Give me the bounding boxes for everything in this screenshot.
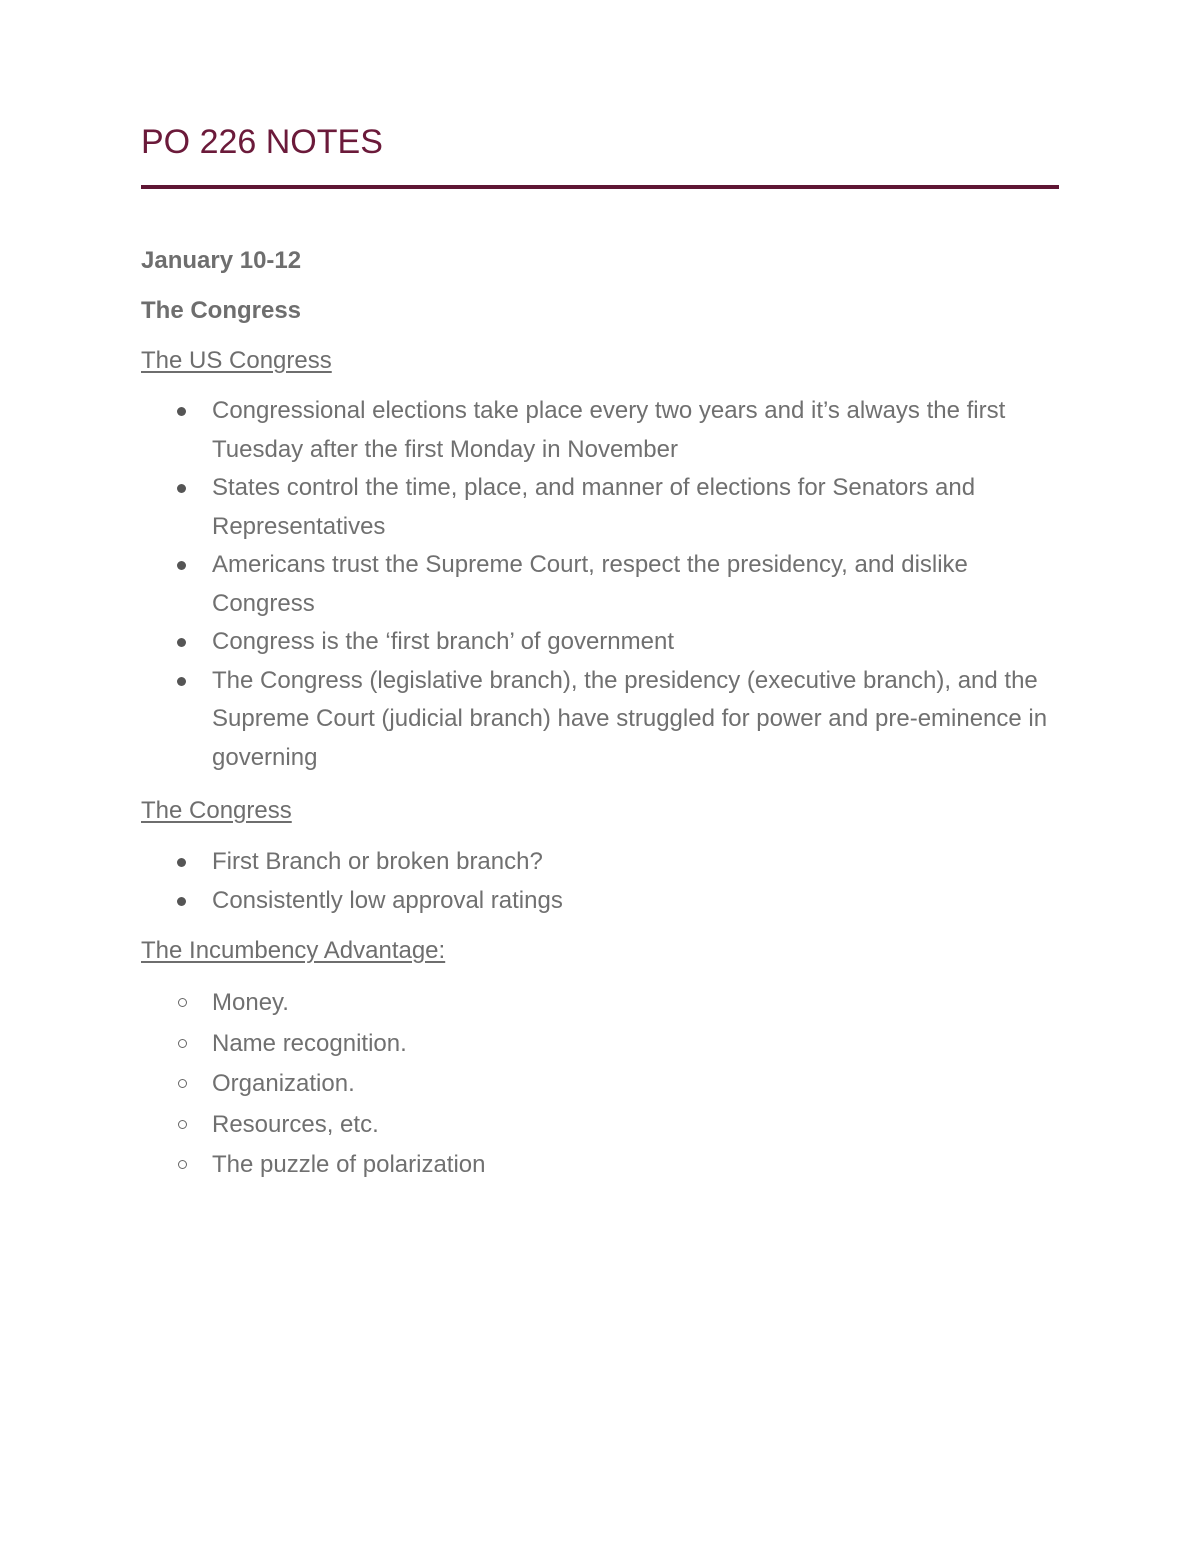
- bullet-circle-icon: [178, 1039, 187, 1048]
- bullet-disc-icon: [177, 858, 186, 867]
- title-divider: [141, 185, 1059, 189]
- list-item: The puzzle of polarization: [141, 1145, 1059, 1186]
- incumbency-advantage-list: [141, 983, 1059, 1186]
- bullet-disc-icon: [177, 484, 186, 493]
- bullet-circle-icon: [178, 1160, 187, 1169]
- list-item: Money.: [141, 983, 1059, 1024]
- topic-heading: The Congress: [141, 297, 302, 324]
- bullet-circle-icon: [178, 1120, 187, 1129]
- us-congress-list: [141, 392, 1059, 777]
- bullet-disc-icon: [177, 561, 186, 570]
- section-heading-the-congress: The Congress: [141, 797, 292, 824]
- document-title: PO 226 NOTES: [141, 123, 383, 161]
- list-item: States control the time, place, and manner of elections for Senators and Representatives: [141, 469, 1059, 546]
- bullet-disc-icon: [177, 677, 186, 686]
- list-item: The Congress (legislative branch), the presidency (executive branch), and the Supreme Court (judicial branch) have struggled for power and pre-eminence in governing: [141, 662, 1059, 778]
- bullet-disc-icon: [177, 897, 186, 906]
- list-item: Congress is the ‘first branch’ of government: [141, 623, 1059, 662]
- list-item: Consistently low approval ratings: [141, 882, 1059, 921]
- list-item: Name recognition.: [141, 1024, 1059, 1065]
- the-congress-list: [141, 843, 1059, 920]
- bullet-disc-icon: [177, 407, 186, 416]
- list-item: First Branch or broken branch?: [141, 843, 1059, 882]
- list-item: Americans trust the Supreme Court, respect the presidency, and dislike Congress: [141, 546, 1059, 623]
- bullet-circle-icon: [178, 998, 187, 1007]
- section-heading-incumbency-advantage: The Incumbency Advantage:: [141, 937, 446, 964]
- bullet-circle-icon: [178, 1079, 187, 1088]
- list-item: Resources, etc.: [141, 1105, 1059, 1146]
- bullet-disc-icon: [177, 638, 186, 647]
- list-item: Congressional elections take place every two years and it’s always the first Tuesday after the first Monday in November: [141, 392, 1059, 469]
- section-heading-us-congress: The US Congress: [141, 347, 332, 374]
- date-heading: January 10-12: [141, 247, 302, 274]
- list-item: Organization.: [141, 1064, 1059, 1105]
